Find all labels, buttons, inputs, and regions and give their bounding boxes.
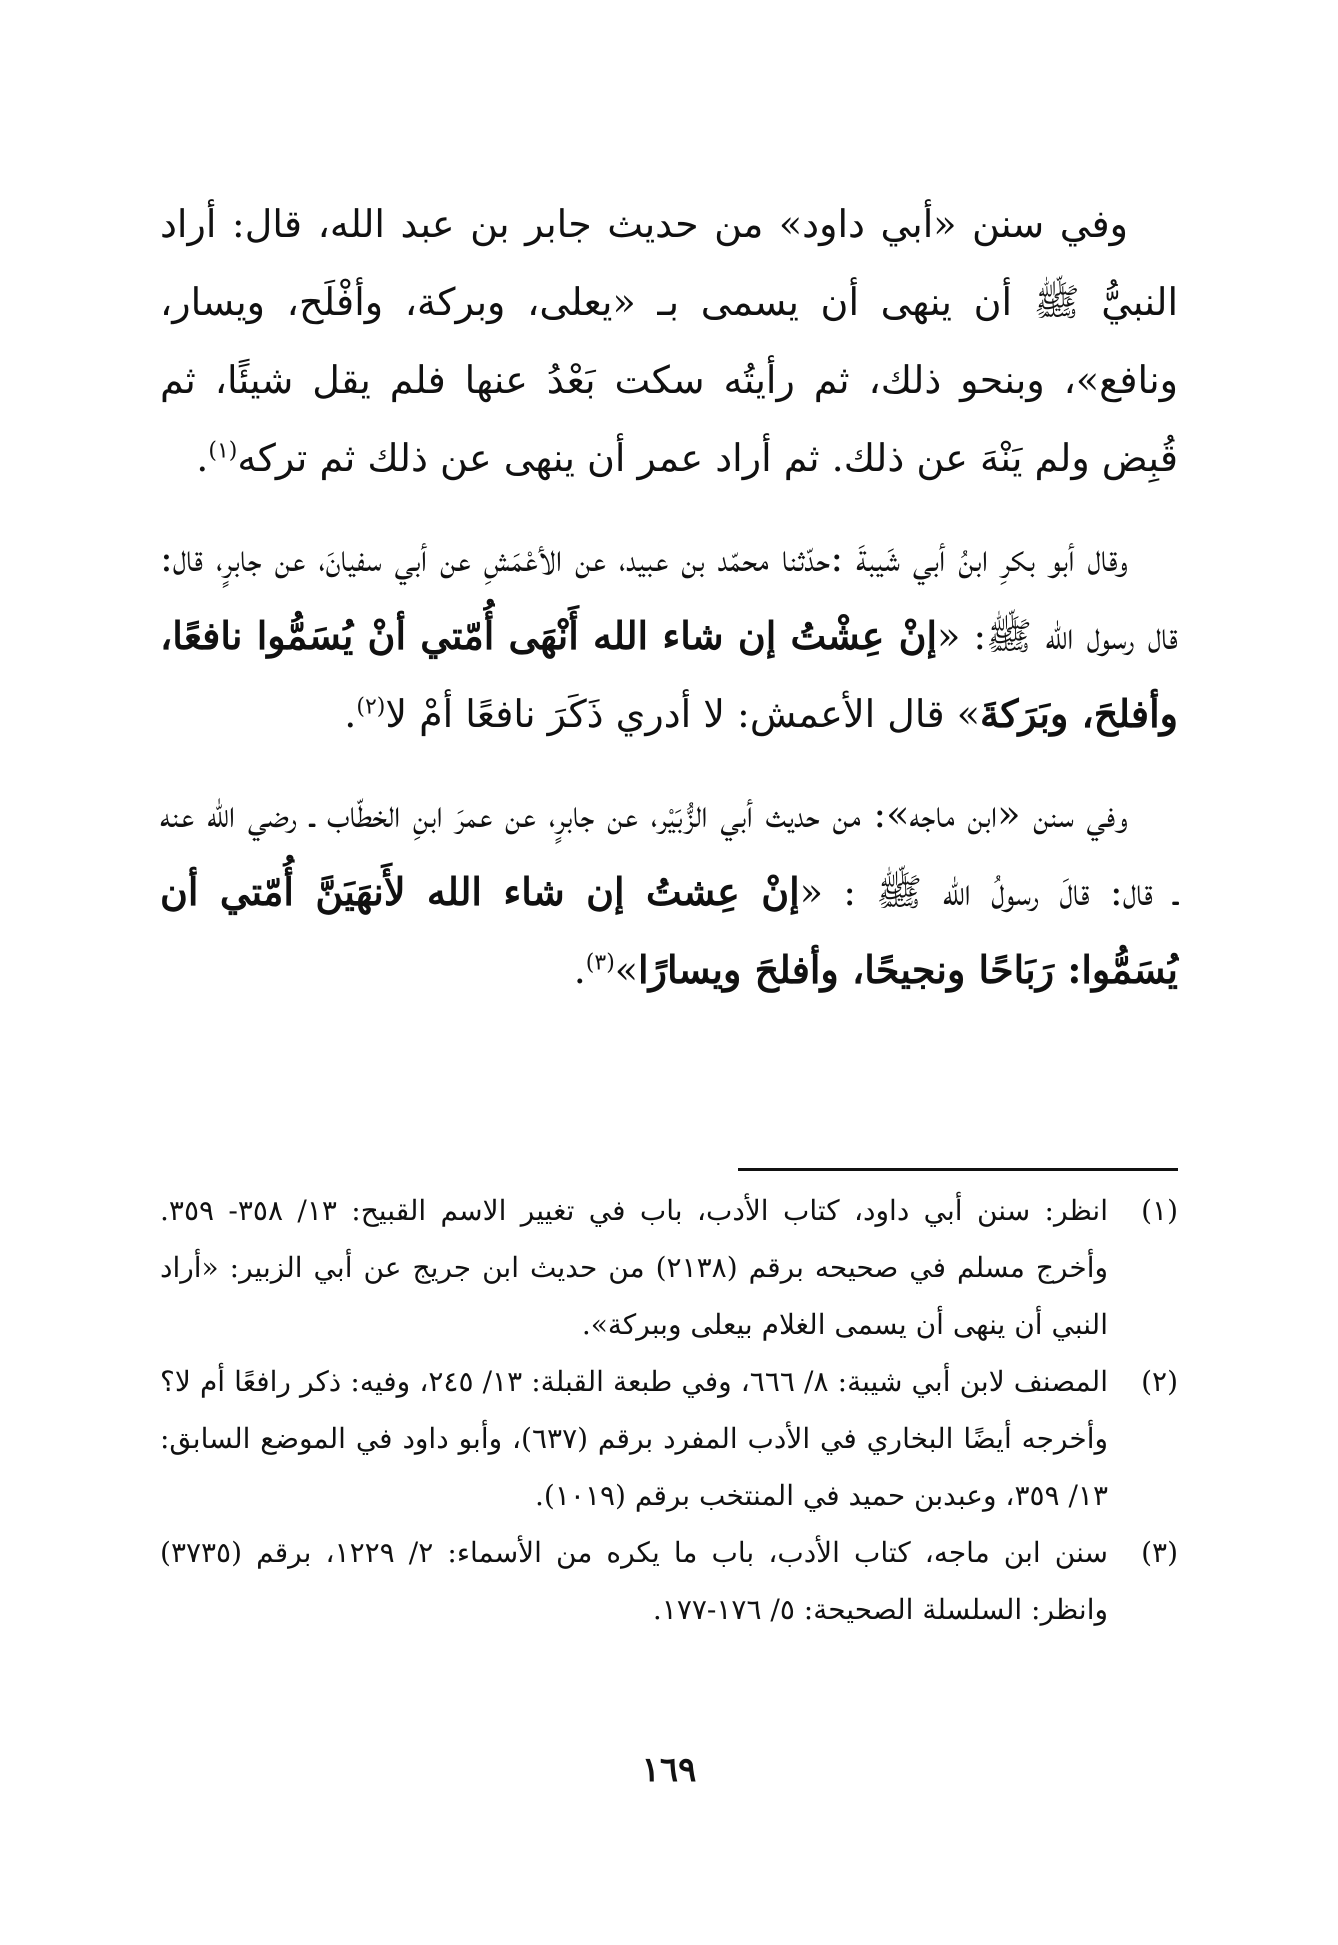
paragraph-text-after: » قال الأعمش: لا أدري ذَكَرَ نافعًا أمْ لا xyxy=(385,692,980,736)
paragraph-end: . xyxy=(196,436,209,480)
page-number: ١٦٩ xyxy=(641,1750,697,1790)
hadith-quote: إنْ عِشْتُ إن شاء الله أَنْهَى أُمّتي أنْ يُسَمُّوا نافعًا، وأفلحَ، وبَرَكةَ xyxy=(160,613,1178,736)
paragraph-ibn-majah xyxy=(160,775,1178,1009)
hadith-quote: إنْ عِشتُ إن شاء الله لأَنهَيَنَّ أُمّتي أن يُسَمُّوا: رَبَاحًا ونجيحًا، وأفلحَ ويسارًا xyxy=(160,869,1178,992)
footnote-2 xyxy=(160,1353,1178,1524)
footnote-text: المصنف لابن أبي شيبة: ٨/ ٦٦٦، وفي طبعة القبلة: ١٣/ ٢٤٥، وفيه: ذكر رافعًا أم لا؟ وأخرجه أيضًا البخاري في الأدب المفرد برقم (٦٣٧)، وأبو داود في الموضع السابق: ١٣/ ٣٥٩، وعبدبن حميد في المنتخب برقم (١٠١٩). xyxy=(160,1365,1108,1512)
paragraph-text-after: » xyxy=(614,948,639,992)
paragraph-ibn-abi-shaybah xyxy=(160,519,1178,753)
paragraph-text: وقال أبو بكرِ ابنُ أبي شَيبةَ :حدّثنا محمّد بن عبيد، عن الأعْمَشِ عن أبي سفيانَ، عن جابرٍ، قال: قال رسول الله ﷺ: « xyxy=(160,536,1178,658)
main-text xyxy=(160,185,1178,1031)
footnotes xyxy=(160,1182,1178,1638)
paragraph-text: وفي سنن «أبي داود» من حديث جابر بن عبد الله، قال: أراد النبيُّ ﷺ أن ينهى أن يسمى بـ «يعلى، وبركة، وأفْلَح، ويسار، ونافع»، وبنحو ذلك، ثم رأيتُه سكت بَعْدُ عنها فلم يقل شيئًا، ثم قُبِض ولم يَنْهَ عن ذلك. ثم أراد عمر أن ينهى عن ذلك ثم تركه xyxy=(160,202,1178,480)
footnote-separator xyxy=(738,1168,1178,1171)
footnote-number: (١) xyxy=(1141,1194,1178,1227)
paragraph-end: . xyxy=(344,692,357,736)
footnote-3 xyxy=(160,1524,1178,1638)
paragraph-end: . xyxy=(573,948,586,992)
footnote-number: (٢) xyxy=(1141,1365,1178,1398)
footnote-ref[interactable]: (٢) xyxy=(356,694,386,720)
footnote-1 xyxy=(160,1182,1178,1353)
footnote-ref[interactable]: (١) xyxy=(208,438,238,464)
footnote-text: سنن ابن ماجه، كتاب الأدب، باب ما يكره من الأسماء: ٢/ ١٢٢٩، برقم (٣٧٣٥) وانظر: السلسلة الصحيحة: ٥/ ١٧٦-١٧٧. xyxy=(160,1536,1109,1626)
footnote-number: (٣) xyxy=(1141,1536,1178,1569)
paragraph-abu-dawud xyxy=(160,185,1178,497)
footnote-text: انظر: سنن أبي داود، كتاب الأدب، باب في تغيير الاسم القبيح: ١٣/ ٣٥٨- ٣٥٩. وأخرج مسلم في صحيحه برقم (٢١٣٨) من حديث ابن جريج عن أبي الزبير: «أراد النبي أن ينهى أن يسمى الغلام بيعلى وببركة». xyxy=(160,1194,1108,1341)
footnote-ref[interactable]: (٣) xyxy=(585,950,615,976)
paragraph-text: وفي سنن «ابن ماجه»: من حديث أبي الزُّبَيْر، عن جابرٍ، عن عمرَ ابنِ الخطّاب ـ رضي الله عنه ـ قال: قالَ رسولُ الله ﷺ : « xyxy=(160,792,1179,914)
